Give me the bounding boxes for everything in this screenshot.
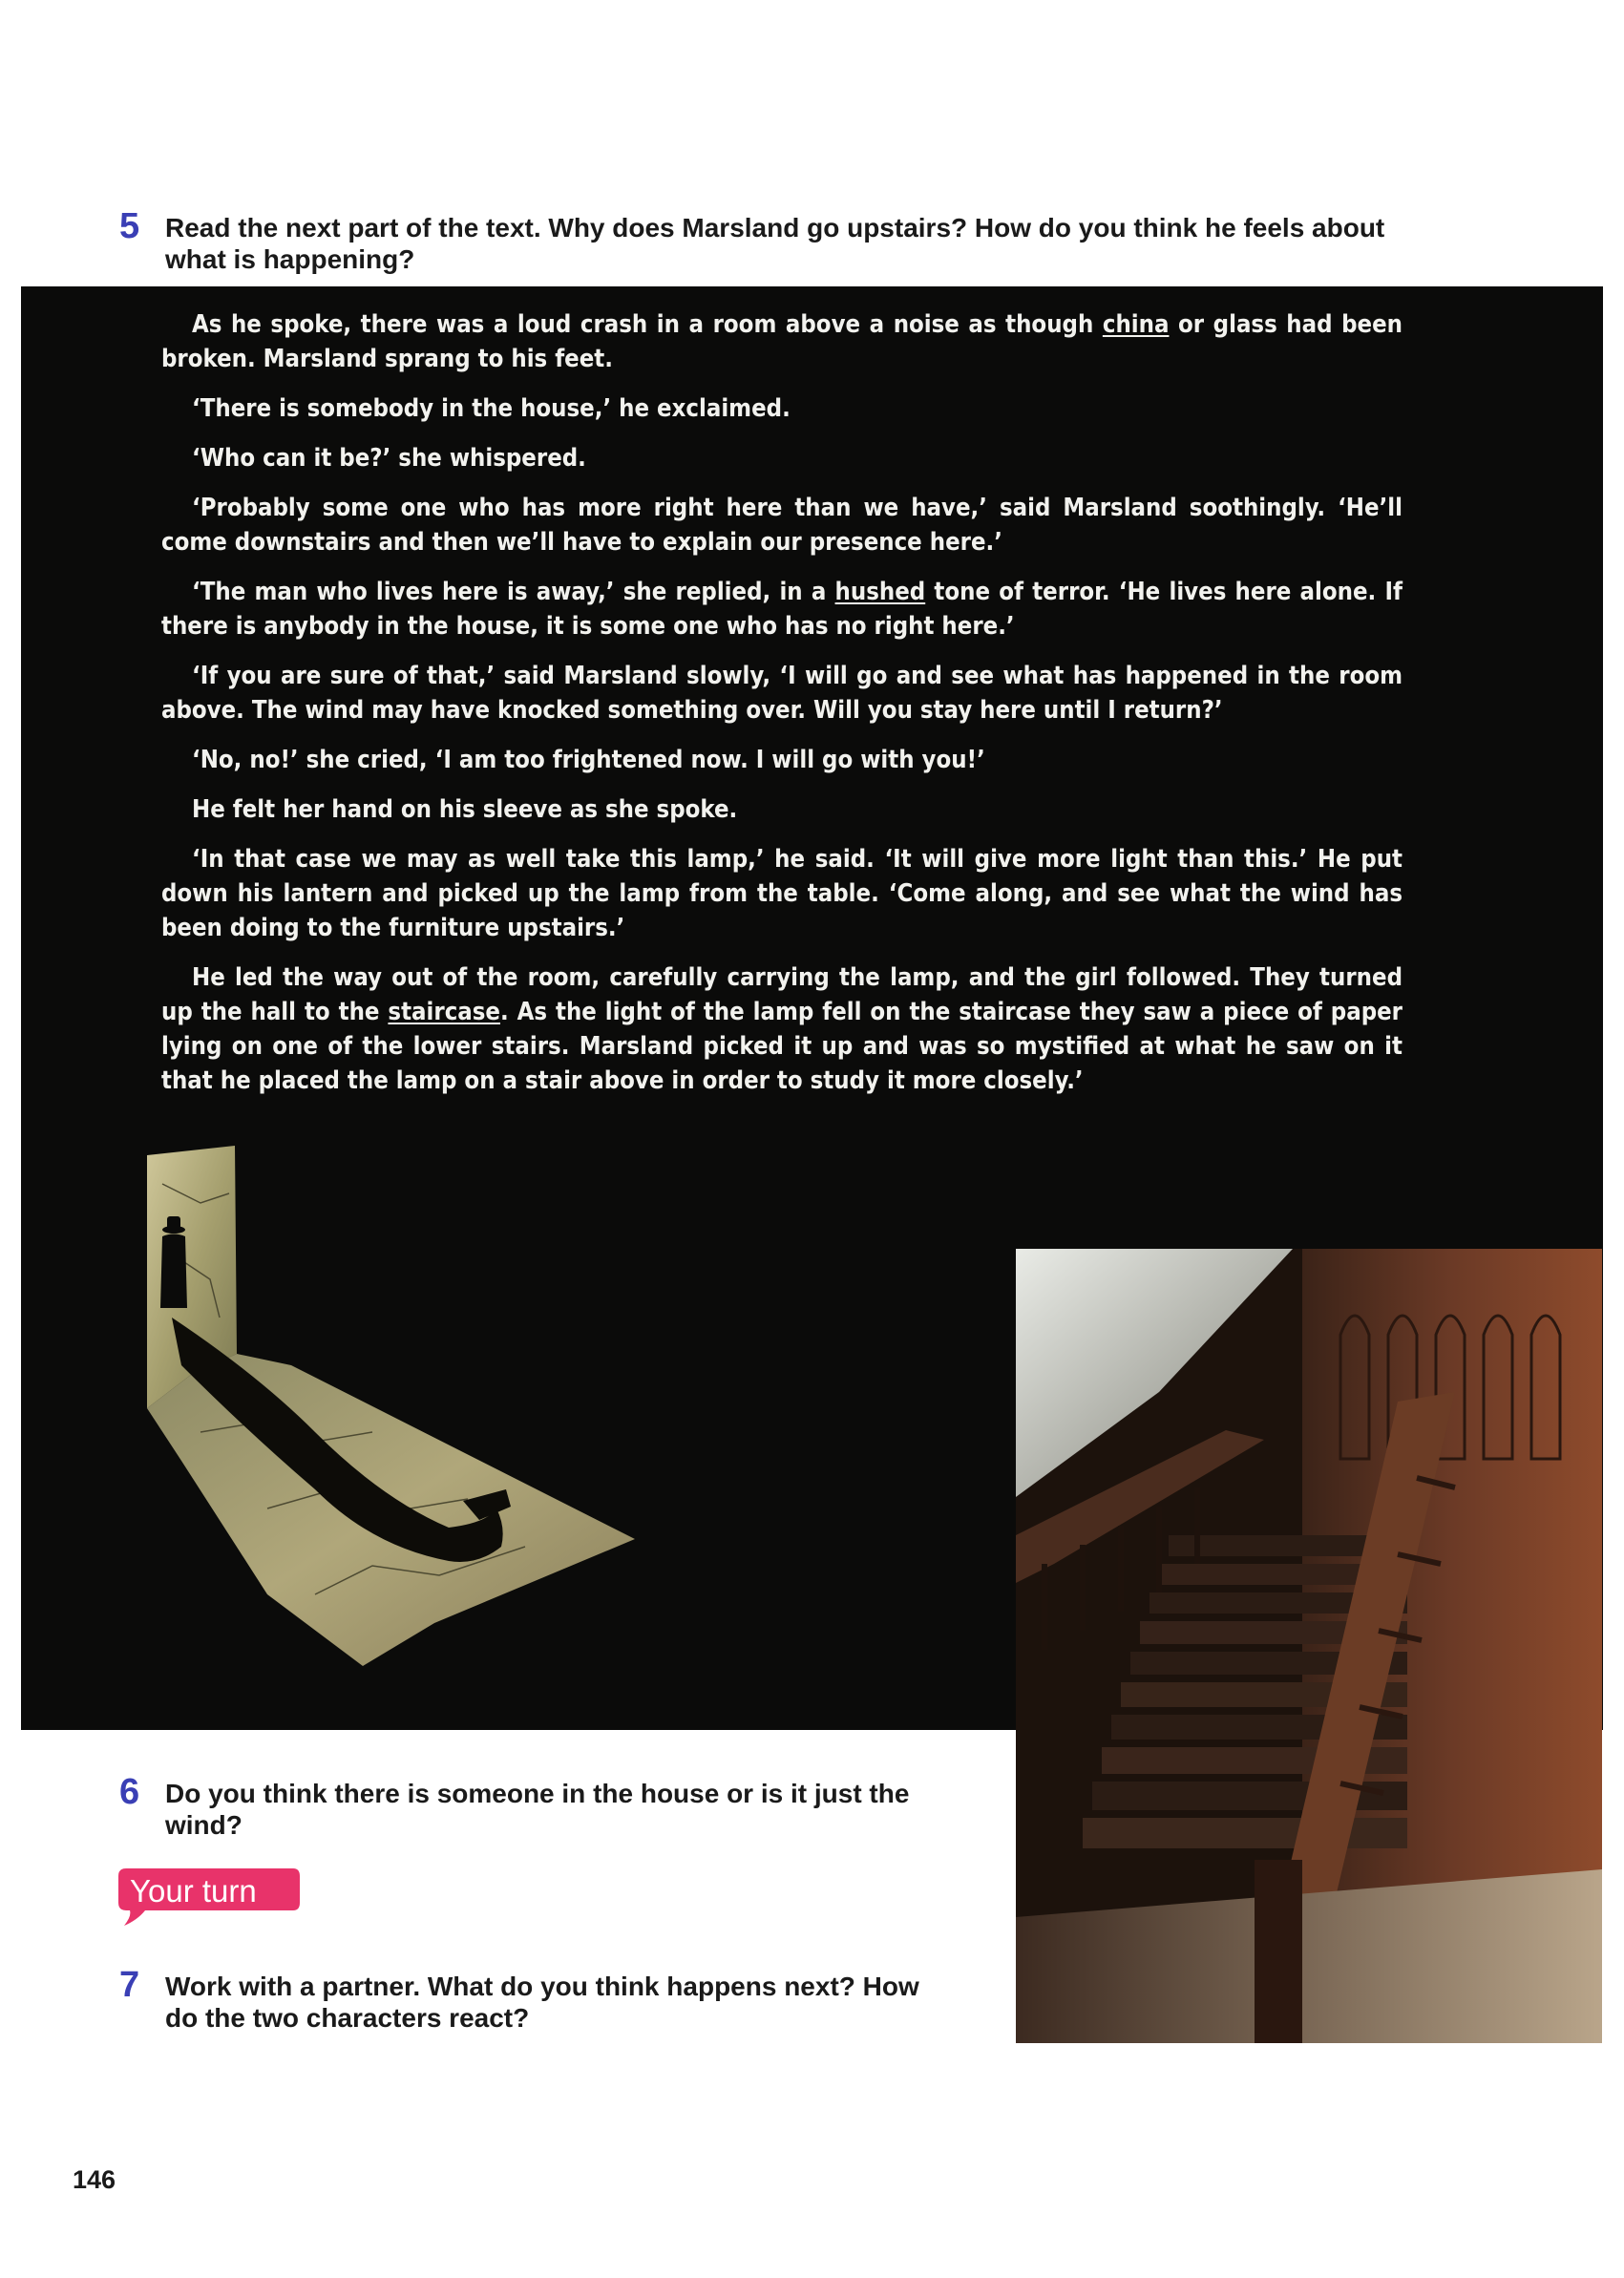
story-text [161, 307, 1403, 1113]
story-paragraph-7: ‘No, no!’ she cried, ‘I am too frightened now. I will go with you!’ [192, 746, 985, 774]
vocab-hushed: hushed [834, 578, 926, 606]
vocab-staircase: staircase [388, 998, 500, 1026]
silhouette-figure [160, 1216, 187, 1308]
task-5-instruction: Read the next part of the text. Why does Marsland go upstairs? How do you think he feels about what is happening? [165, 213, 1385, 274]
story-paragraph-6: ‘If you are sure of that,’ said Marsland slowly, ‘I will go and see what has happened in the room above. The wind may have knocked something over. Will you stay here until I return?’ [161, 662, 1403, 725]
task-6 [119, 1774, 960, 1850]
story-paragraph-8: He felt her hand on his sleeve as she spoke. [192, 795, 738, 824]
task-7-number: 7 [119, 1965, 140, 2005]
story-paragraph-5-start: ‘The man who lives here is away,’ she replied, in a [192, 578, 835, 606]
story-paragraph-10-start: He led the way out of the room, carefully carrying the lamp, and the girl followed. They turned up the hall to the [161, 963, 1403, 1026]
story-paragraph-10 [161, 960, 1403, 1098]
story-paragraph-4: ‘Probably some one who has more right here than we have,’ said Marsland soothingly. ‘He’ll come downstairs and then we’ll have to explain our presence here.’ [161, 494, 1403, 557]
story-paragraph-2: ‘There is somebody in the house,’ he exclaimed. [192, 394, 791, 423]
staircase-photo [1016, 1249, 1602, 2043]
task-5-number: 5 [119, 206, 140, 246]
story-paragraph-1 [161, 307, 1403, 376]
story-paragraph-5 [161, 575, 1403, 643]
your-turn-label: Your turn [130, 1873, 257, 1909]
story-paragraph-10-end: . As the light of the lamp fell on the staircase they saw a piece of paper lying on one of the lower stairs. Marsland picked it up and was so mystified at what he saw on it that he placed the lamp on a stair above in order to study it more closely.’ [161, 998, 1403, 1095]
task-6-number: 6 [119, 1772, 140, 1812]
task-6-question: Do you think there is someone in the house or is it just the wind? [165, 1779, 910, 1840]
task-7-instruction: Work with a partner. What do you think happens next? How do the two characters react? [165, 1972, 919, 2033]
story-paragraph-5-end: tone of terror. ‘He lives here alone. If there is anybody in the house, it is some one who has no right here.’ [161, 578, 1403, 641]
story-paragraph-1-end: or glass had been broken. Marsland sprang to his feet. [161, 310, 1403, 373]
task-7 [119, 1967, 960, 2043]
story-paragraph-3: ‘Who can it be?’ she whispered. [192, 444, 586, 473]
task-5 [119, 208, 1389, 285]
newel-post [1255, 1860, 1302, 2043]
shadow-figure-illustration [124, 1146, 659, 1680]
page-number: 146 [73, 2165, 116, 2194]
story-paragraph-9: ‘In that case we may as well take this lamp,’ he said. ‘It will give more light than this.’ He put down his lantern and picked up the lamp from the table. ‘Come along, and see what the wind has been doing to the furniture upstairs.’ [161, 845, 1403, 942]
vocab-china: china [1102, 310, 1170, 339]
story-paragraph-1-start: As he spoke, there was a loud crash in a room above a noise as though [192, 310, 1103, 339]
